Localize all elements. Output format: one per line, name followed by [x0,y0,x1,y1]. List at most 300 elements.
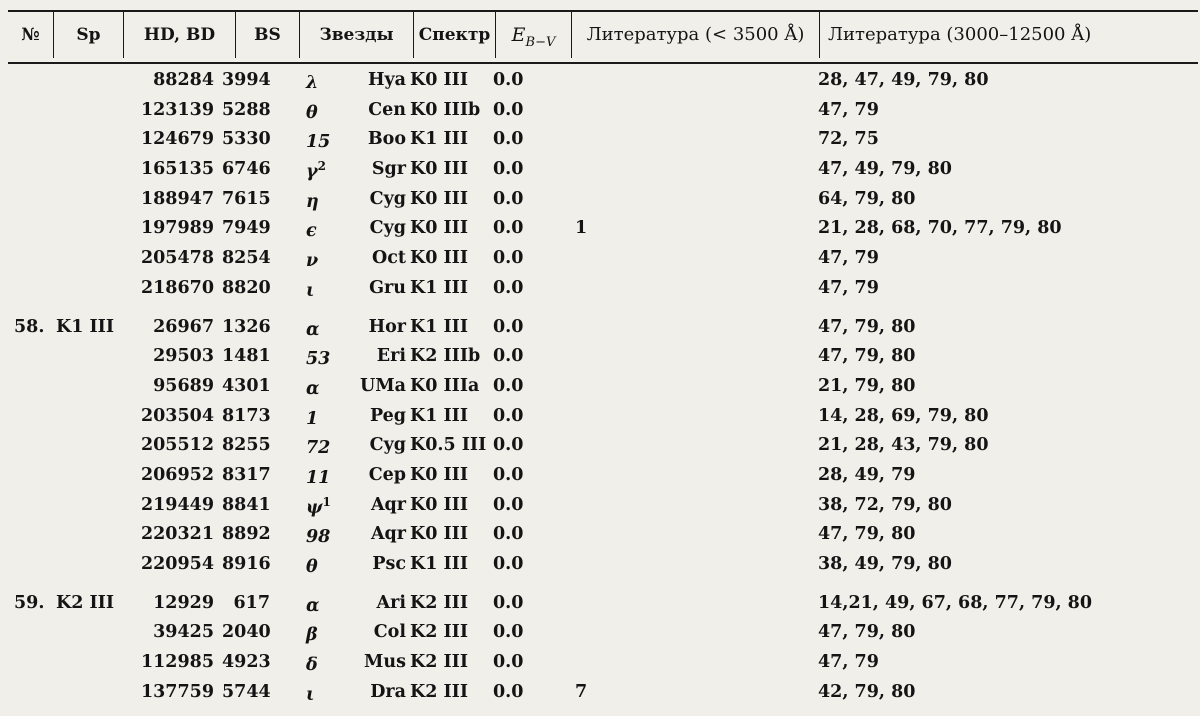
constellation [348,593,406,613]
star-designation [306,465,348,488]
bs-number [222,554,270,574]
star-designation [306,376,348,399]
bs-number-text: 4923 [222,652,271,673]
star-designation-text: 1 [306,408,319,429]
references-visible [818,554,1188,574]
bs-number [222,278,270,298]
spectral-class-text: K1 III [410,129,469,150]
star-group [0,313,1200,580]
table-row [0,155,1200,185]
references-visible-text: 21, 79, 80 [818,375,916,396]
references-visible [818,593,1188,613]
color-excess-text: 0.0 [493,464,524,485]
spectral-class-text: K0 III [410,464,469,485]
constellation [348,346,406,366]
star-designation [306,317,348,340]
star-designation-text: 15 [306,132,331,153]
constellation-text: Hya [367,70,406,90]
hd-number [128,524,214,544]
star-designation-text: ν [306,250,319,271]
bs-number [222,346,270,366]
constellation-text: Ari [376,592,406,613]
header-ebv-sub: B−V [525,34,556,50]
bs-number [222,682,270,702]
references-visible [818,652,1188,672]
constellation-text: Cyg [369,435,406,456]
star-designation-text: β [306,625,318,646]
constellation-text: Gru [369,277,406,298]
references-visible-text: 28, 47, 49, 79, 80 [818,70,989,90]
star-designation [306,346,348,369]
references-visible [818,435,1188,455]
references-visible [818,682,1188,702]
spectral-class [410,524,494,544]
bs-number-text: 8892 [222,524,271,545]
color-excess-text: 0.0 [493,346,524,367]
bs-number-text: 8841 [222,494,271,515]
spectral-class [410,495,494,515]
references-visible [818,248,1188,268]
bs-number [222,159,270,179]
star-designation-text: ϵ [306,221,317,242]
constellation-text: Cyg [369,218,406,239]
hd-number-text: 39425 [153,622,214,643]
star-designation [306,278,348,301]
hd-number [128,465,214,485]
star-designation [306,682,348,705]
constellation-text: Eri [376,346,406,367]
spectral-class-text: K2 III [410,681,469,702]
color-excess [493,189,543,209]
references-visible-text: 14, 28, 69, 79, 80 [818,405,989,426]
hd-number-text: 206952 [140,464,214,485]
star-designation-text: ψ [306,497,323,518]
constellation [348,317,406,337]
spectral-class [410,652,494,672]
hd-number-text: 205512 [140,435,214,456]
bs-number [222,495,270,515]
hd-number-text: 88284 [153,70,214,90]
color-excess [493,159,543,179]
hd-number [128,406,214,426]
constellation-text: Boo [367,129,406,150]
table-row [0,185,1200,215]
table-row [0,66,1200,96]
star-designation [306,495,348,518]
table-body [0,66,1200,707]
header-num: № [8,12,54,58]
bs-number-text: 8255 [222,435,271,456]
star-designation [306,622,348,645]
references-visible [818,495,1188,515]
table-row [0,678,1200,708]
bs-number-text: 5330 [222,129,271,150]
table-row [0,214,1200,244]
references-visible [818,218,1188,238]
bs-number [222,622,270,642]
color-excess [493,278,543,298]
bs-number [222,593,270,613]
color-excess-text: 0.0 [493,188,524,209]
star-designation [306,159,348,182]
spectral-class [410,218,494,238]
group-number-text: 58. [14,316,45,337]
bs-number-text: 2040 [222,622,271,643]
color-excess [493,435,543,455]
star-designation-text: η [306,191,319,212]
hd-number-text: 137759 [140,681,214,702]
table-row [0,491,1200,521]
group-number [14,593,52,613]
spectral-class-text: K1 III [410,316,469,337]
hd-number-text: 95689 [153,375,214,396]
color-excess [493,70,543,90]
bs-number [222,524,270,544]
spectral-class-text: K2 IIIb [410,346,481,367]
spectral-class-text: K0 III [410,188,469,209]
color-excess-text: 0.0 [493,316,524,337]
color-excess [493,100,543,120]
constellation-text: Col [373,622,406,643]
hd-number [128,278,214,298]
spectral-class-text: K1 III [410,405,469,426]
table-row [0,520,1200,550]
color-excess-text: 0.0 [493,405,524,426]
bs-number-text: 4301 [222,375,271,396]
hd-number [128,622,214,642]
star-designation-text: θ [306,102,318,123]
hd-number [128,346,214,366]
bs-number-text: 617 [233,592,270,613]
references-visible [818,278,1188,298]
hd-number-text: 197989 [140,218,214,239]
references-visible [818,317,1188,337]
header-ebv-main: E [511,24,526,46]
bs-number [222,70,270,90]
bs-number-text: 6746 [222,159,271,180]
bs-number [222,317,270,337]
header-hd: HD, BD [124,12,236,58]
hd-number [128,100,214,120]
references-visible [818,70,1188,90]
spectral-class [410,278,494,298]
hd-number-text: 220321 [140,524,214,545]
constellation [348,465,406,485]
hd-number-text: 203504 [140,405,214,426]
star-designation [306,129,348,152]
hd-number-text: 26967 [153,316,214,337]
hd-number-text: 219449 [140,494,214,515]
references-visible-text: 64, 79, 80 [818,188,916,209]
hd-number [128,376,214,396]
spectral-class [410,346,494,366]
constellation [348,406,406,426]
color-excess [493,652,543,672]
hd-number-text: 112985 [140,652,214,673]
references-visible-text: 47, 79, 80 [818,622,916,643]
bs-number-text: 8916 [222,554,271,574]
constellation-text: Aqr [370,524,406,545]
color-excess [493,406,543,426]
constellation [348,278,406,298]
spectral-class [410,622,494,642]
color-excess [493,376,543,396]
constellation [348,189,406,209]
spectral-class [410,376,494,396]
star-designation-text: 11 [306,467,331,488]
references-visible [818,159,1188,179]
references-visible-text: 42, 79, 80 [818,681,916,702]
bs-number-text: 7949 [222,218,271,239]
constellation-text: Psc [372,554,406,574]
hd-number [128,652,214,672]
spectral-class [410,100,494,120]
spectral-class [410,317,494,337]
references-visible-text: 47, 79 [818,99,879,120]
spectral-class-text: K0 III [410,70,469,90]
constellation-text: Peg [369,405,406,426]
constellation-text: Oct [372,248,406,269]
references-visible-text: 14,21, 49, 67, 68, 77, 79, 80 [818,592,1093,613]
references-visible [818,406,1188,426]
color-excess-text: 0.0 [493,159,524,180]
bs-number [222,465,270,485]
spectral-class-text: K2 III [410,652,469,673]
bs-number [222,100,270,120]
constellation-text: Hor [368,316,406,337]
hd-number-text: 188947 [140,188,214,209]
hd-number [128,189,214,209]
table-row [0,244,1200,274]
spectral-class [410,70,494,90]
bs-number-text: 8317 [222,464,271,485]
table-row [0,589,1200,619]
color-excess-text: 0.0 [493,70,524,90]
table-row [0,274,1200,304]
bs-number [222,189,270,209]
spectral-class-text: K0 III [410,494,469,515]
references-visible-text: 47, 79 [818,277,879,298]
color-excess-text: 0.0 [493,524,524,545]
hd-number-text: 218670 [140,277,214,298]
color-excess [493,248,543,268]
header-sp: Sp [54,12,124,58]
references-visible [818,346,1188,366]
references-visible-text: 47, 79 [818,248,879,269]
star-designation [306,100,348,123]
hd-number [128,248,214,268]
color-excess-text: 0.0 [493,652,524,673]
table-row [0,125,1200,155]
star-designation-text: 72 [306,438,331,459]
hd-number [128,682,214,702]
bs-number-text: 8820 [222,277,271,298]
color-excess-text: 0.0 [493,554,524,574]
hd-number [128,435,214,455]
header-lit-uv: Литература (< 3500 Å) [572,12,820,58]
bs-number-text: 5744 [222,681,271,702]
references-visible-text: 47, 79 [818,652,879,673]
references-uv [575,682,635,702]
hd-number [128,70,214,90]
constellation [348,100,406,120]
hd-number [128,495,214,515]
color-excess-text: 0.0 [493,494,524,515]
constellation [348,495,406,515]
bs-number-text: 7615 [222,188,271,209]
constellation [348,435,406,455]
color-excess-text: 0.0 [493,218,524,239]
star-designation-text: α [306,595,320,616]
spectral-class-text: K1 III [410,277,469,298]
spectral-class-text: K0 IIIb [410,99,481,120]
color-excess-text: 0.0 [493,592,524,613]
star-designation [306,652,348,675]
star-designation-text: 98 [306,527,331,548]
star-designation-text: δ [306,654,318,675]
color-excess [493,593,543,613]
color-excess-text: 0.0 [493,277,524,298]
star-designation-text: γ [306,161,318,182]
references-visible-text: 38, 72, 79, 80 [818,494,952,515]
header-lit-vis: Литература (3000–12500 Å) [828,24,1092,45]
constellation [348,682,406,702]
constellation-text: Cyg [369,188,406,209]
hd-number [128,593,214,613]
table-row [0,431,1200,461]
constellation [348,129,406,149]
references-uv [575,218,635,238]
star-designation-text: 53 [306,349,331,370]
star-designation-text: ι [306,684,315,705]
designation-superscript: 1 [322,494,331,509]
hd-number-text: 29503 [153,346,214,367]
bs-number-text: 8173 [222,405,271,426]
color-excess-text: 0.0 [493,375,524,396]
star-designation [306,406,348,429]
bs-number [222,248,270,268]
star-designation-text: ι [306,280,315,301]
bs-number-text: 8254 [222,248,271,269]
star-group [0,66,1200,304]
references-uv-text: 1 [575,218,588,239]
group-spectral-type [56,593,126,613]
constellation-text: Mus [364,652,406,673]
table-row [0,550,1200,580]
color-excess [493,524,543,544]
hd-number-text: 220954 [140,554,214,574]
hd-number [128,129,214,149]
star-designation-text: α [306,319,320,340]
header-spectrum: Спектр [414,12,496,58]
spectral-class-text: K1 III [410,554,469,574]
star-designation [306,248,348,271]
spectral-class-text: K0.5 III [410,435,487,456]
hd-number [128,218,214,238]
spectral-class [410,248,494,268]
star-designation [306,554,348,577]
spectral-class-text: K0 III [410,159,469,180]
group-number-text: 59. [14,592,45,613]
spectral-class-text: K0 III [410,248,469,269]
star-group [0,589,1200,708]
spectral-class [410,406,494,426]
star-designation [306,218,348,241]
spectral-class-text: K0 IIIa [410,375,480,396]
constellation [348,159,406,179]
bs-number [222,406,270,426]
spectral-class-text: K2 III [410,622,469,643]
star-designation-text: λ [306,72,319,93]
header-bs: BS [236,12,300,58]
bs-number [222,376,270,396]
group-spectral-type [56,317,126,337]
constellation [348,218,406,238]
references-visible-text: 21, 28, 43, 79, 80 [818,435,989,456]
color-excess [493,218,543,238]
designation-superscript: 2 [317,159,326,174]
table-row [0,313,1200,343]
spectral-class [410,593,494,613]
spectral-class-text: K2 III [410,592,469,613]
color-excess-text: 0.0 [493,681,524,702]
constellation-text: Cen [368,99,406,120]
star-designation [306,524,348,547]
references-visible [818,524,1188,544]
constellation [348,248,406,268]
star-designation-text: θ [306,556,318,577]
table-row [0,461,1200,491]
hd-number-text: 124679 [140,129,214,150]
table-row [0,96,1200,126]
references-visible-text: 47, 79, 80 [818,346,916,367]
spectral-class-text: K0 III [410,218,469,239]
hd-number-text: 165135 [140,159,214,180]
color-excess [493,129,543,149]
bs-number [222,652,270,672]
group-number [14,317,52,337]
table-row [0,342,1200,372]
color-excess-text: 0.0 [493,435,524,456]
color-excess-text: 0.0 [493,248,524,269]
header-ebv [496,12,572,58]
references-visible [818,465,1188,485]
bs-number-text: 1481 [222,346,271,367]
constellation [348,524,406,544]
constellation [348,554,406,574]
star-designation [306,435,348,458]
constellation-text: Aqr [370,494,406,515]
references-visible [818,376,1188,396]
constellation-text: UMa [360,375,406,396]
color-excess [493,346,543,366]
color-excess [493,495,543,515]
bs-number-text: 3994 [222,70,271,90]
references-visible [818,622,1188,642]
spectral-class [410,465,494,485]
references-visible [818,100,1188,120]
color-excess [493,317,543,337]
references-visible-text: 47, 79, 80 [818,316,916,337]
hd-number-text: 123139 [140,99,214,120]
group-spectral-type-text: K2 III [56,592,115,613]
hd-number [128,554,214,574]
spectral-class [410,129,494,149]
references-visible [818,129,1188,149]
bs-number-text: 1326 [222,316,271,337]
header-stars: Звезды [300,12,414,58]
spectral-class [410,682,494,702]
